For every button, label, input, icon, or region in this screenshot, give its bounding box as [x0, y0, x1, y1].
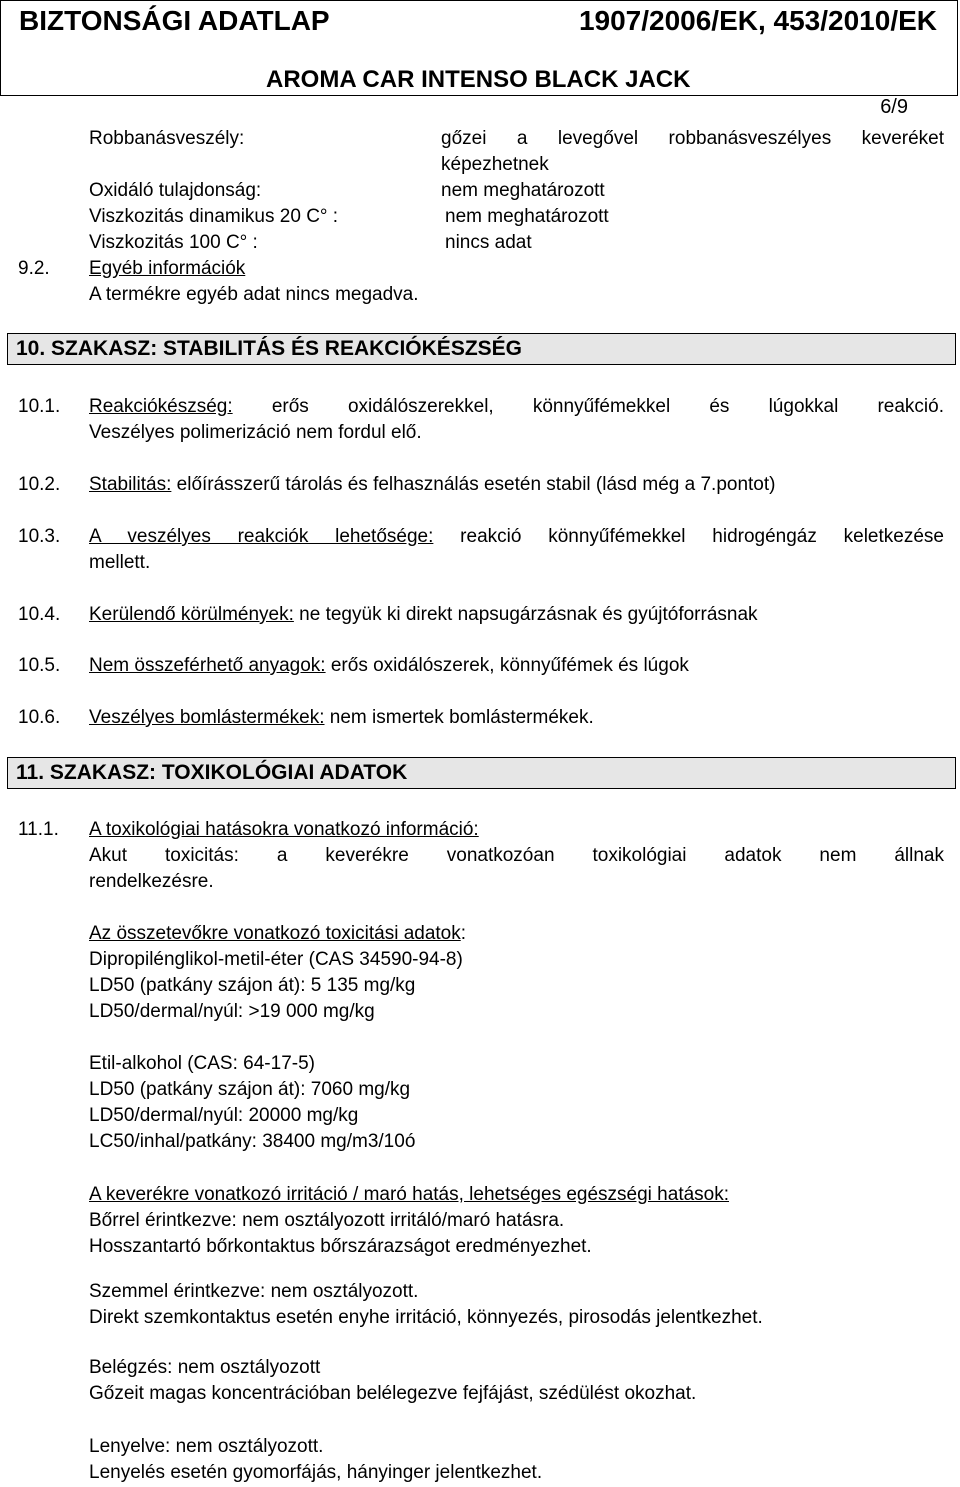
item-number: 10.3.: [18, 526, 61, 547]
components-title: Az összetevőkre vonatkozó toxicitási adatok: [89, 923, 461, 944]
component-name: Etil-alkohol (CAS: 64-17-5): [89, 1053, 315, 1074]
oxidizing-value: nem meghatározott: [441, 180, 605, 201]
ld50-oral-label: LD50 (patkány szájon át):: [89, 975, 306, 996]
skin-contact-text: Bőrrel érintkezve: nem osztályozott irritáló/maró hatásra.: [89, 1210, 565, 1231]
skin-contact-text-2: Hosszantartó bőrkontaktus bőrszárazságot eredményezhet.: [89, 1236, 592, 1257]
components-colon: :: [460, 923, 467, 944]
reactivity-label: Reakciókészség:: [89, 396, 233, 417]
reactivity-text: erős oxidálószerekkel, könnyűfémekkel és lúgokkal reakció.: [271, 396, 944, 417]
regulation-reference: 1907/2006/EK, 453/2010/EK: [578, 5, 937, 36]
document-type: BIZTONSÁGI ADATLAP: [19, 5, 330, 36]
item-number: 10.1.: [18, 396, 61, 417]
incompatible-line: [89, 655, 689, 677]
inhalation-text: Belégzés: nem osztályozott: [89, 1357, 321, 1378]
section-10-header: [7, 333, 956, 365]
ld50-oral-value: 7060 mg/kg: [310, 1079, 411, 1100]
reactivity-text-cont: Veszélyes polimerizáció nem fordul elő.: [89, 422, 422, 443]
ingestion-text: Lenyelve: nem osztályozott.: [89, 1436, 324, 1457]
other-info-number: 9.2.: [18, 258, 50, 279]
section-10-title: 10. SZAKASZ: STABILITÁS ÉS REAKCIÓKÉSZSÉG: [16, 337, 522, 360]
eye-contact-text-2: Direkt szemkontaktus esetén enyhe irritáció, könnyezés, pirosodás jelentkezhet.: [89, 1307, 763, 1328]
decomposition-text: nem ismertek bomlástermékek.: [329, 707, 594, 728]
conditions-avoid-line: [89, 604, 758, 626]
other-info-title: Egyéb információk: [89, 258, 246, 279]
components-heading: [89, 923, 466, 945]
document-header: [0, 0, 958, 96]
page-number: 6/9: [880, 96, 908, 118]
stability-text: előírásszerű tárolás és felhasználás esetén stabil (lásd még a 7.pontot): [176, 474, 776, 495]
stability-line: [89, 474, 775, 496]
hazardous-reactions-text-cont: mellett.: [89, 552, 151, 573]
toxicology-subtitle: A toxikológiai hatásokra vonatkozó információ:: [89, 819, 479, 840]
item-number: 10.5.: [18, 655, 61, 676]
ingestion-text-2: Lenyelés esetén gyomorfájás, hányinger jelentkezhet.: [89, 1462, 543, 1483]
irritation-heading: A keverékre vonatkozó irritáció / maró hatás, lehetséges egészségi hatások:: [89, 1184, 730, 1205]
section-11-title: 11. SZAKASZ: TOXIKOLÓGIAI ADATOK: [16, 761, 408, 784]
section-11-header: [7, 757, 956, 789]
ld50-oral-line: [89, 975, 415, 997]
acute-toxicity-text-cont: rendelkezésre.: [89, 871, 214, 892]
decomposition-line: [89, 707, 594, 729]
viscosity-100-label: Viszkozitás 100 C° :: [89, 232, 258, 253]
item-number: 11.1.: [18, 819, 59, 840]
oxidizing-label: Oxidáló tulajdonság:: [89, 180, 262, 201]
hazardous-reactions-label: A veszélyes reakciók lehetősége:: [89, 526, 434, 547]
ld50-dermal-line: LD50/dermal/nyúl: >19 000 mg/kg: [89, 1001, 375, 1022]
viscosity-dynamic-value: nem meghatározott: [445, 206, 609, 227]
reactivity-line: [89, 396, 944, 418]
item-number: 10.2.: [18, 474, 61, 495]
inhalation-text-2: Gőzeit magas koncentrációban belélegezve fejfájást, szédülést okozhat.: [89, 1383, 697, 1404]
item-number: 10.4.: [18, 604, 61, 625]
explosion-value-cont: képezhetnek: [441, 154, 549, 175]
conditions-avoid-label: Kerülendő körülmények:: [89, 604, 294, 625]
incompatible-text: erős oxidálószerek, könnyűfémek és lúgok: [330, 655, 689, 676]
stability-label: Stabilitás:: [89, 474, 172, 495]
conditions-avoid-text: ne tegyük ki direkt napsugárzásnak és gyújtóforrásnak: [299, 604, 758, 625]
lc50-inhal-line: LC50/inhal/patkány: 38400 mg/m3/10ó: [89, 1131, 416, 1152]
viscosity-100-value: nincs adat: [445, 232, 532, 253]
ld50-oral-value: 5 135 mg/kg: [310, 975, 416, 996]
other-info-text: A termékre egyéb adat nincs megadva.: [89, 284, 419, 305]
incompatible-label: Nem összeférhető anyagok:: [89, 655, 326, 676]
acute-toxicity-text: Akut toxicitás: a keverékre vonatkozóan toxikológiai adatok nem állnak: [89, 845, 944, 866]
eye-contact-text: Szemmel érintkezve: nem osztályozott.: [89, 1281, 419, 1302]
decomposition-label: Veszélyes bomlástermékek:: [89, 707, 325, 728]
ld50-oral-line: [89, 1079, 410, 1101]
component-name: Dipropilénglikol-metil-éter (CAS 34590-94-8): [89, 949, 463, 970]
ld50-oral-label: LD50 (patkány szájon át):: [89, 1079, 306, 1100]
viscosity-dynamic-label: Viszkozitás dinamikus 20 C° :: [89, 206, 339, 227]
hazardous-reactions-line: [89, 526, 944, 548]
hazardous-reactions-text: reakció könnyűfémekkel hidrogéngáz keletkezése: [460, 526, 944, 547]
product-name: AROMA CAR INTENSO BLACK JACK: [266, 66, 691, 93]
explosion-value: gőzei a levegővel robbanásveszélyes keveréket: [441, 128, 944, 149]
explosion-label: Robbanásveszély:: [89, 128, 245, 149]
item-number: 10.6.: [18, 707, 61, 728]
ld50-dermal-line: LD50/dermal/nyúl: 20000 mg/kg: [89, 1105, 359, 1126]
